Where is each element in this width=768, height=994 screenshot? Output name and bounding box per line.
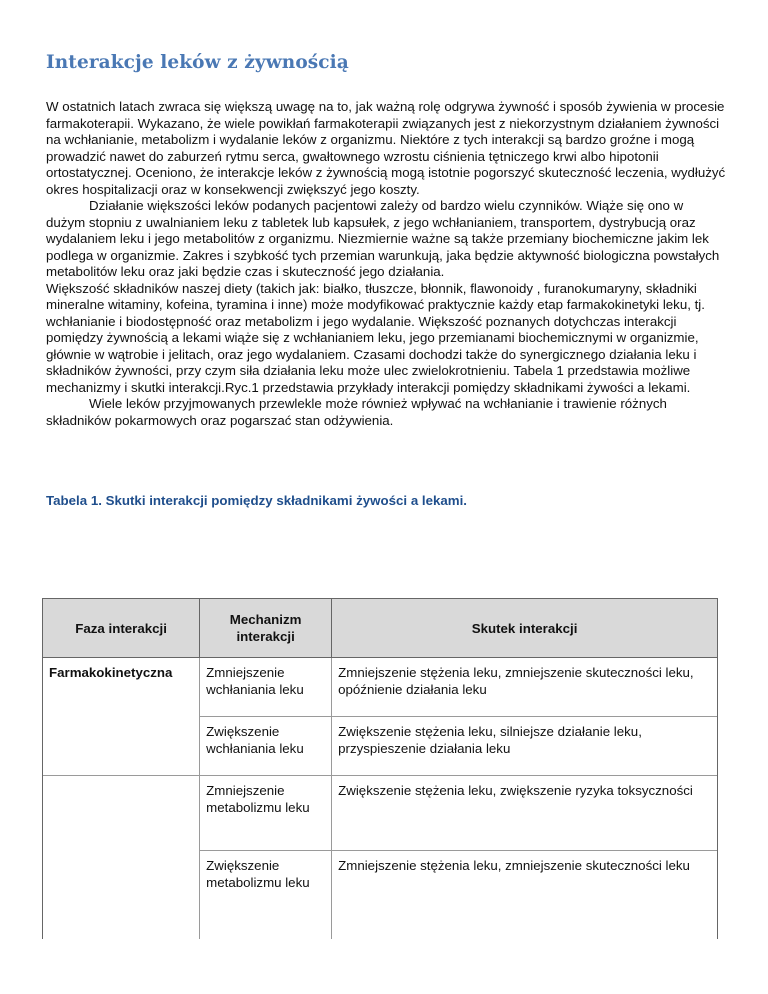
table-header-row [43,599,718,658]
cell-effect: Zmniejszenie stężenia leku, zmniejszenie skuteczności leku [332,851,718,940]
table-caption: Tabela 1. Skutki interakcji pomiędzy składnikami żywości a lekami. [46,493,468,508]
cell-effect: Zwiększenie stężenia leku, zwiększenie ryzyka toksyczności [332,776,718,851]
cell-phase [43,717,200,776]
header-effect: Skutek interakcji [332,599,718,658]
cell-mechanism: Zmniejszenie wchłaniania leku [200,658,332,717]
cell-mechanism: Zwiększenie metabolizmu leku [200,851,332,940]
table-row [43,776,718,851]
cell-phase: Farmakokinetyczna [43,658,200,717]
interactions-table [42,598,718,939]
cell-phase [43,851,200,940]
cell-phase [43,776,200,851]
cell-effect: Zwiększenie stężenia leku, silniejsze działanie leku, przyspieszenie działania leku [332,717,718,776]
table-row [43,658,718,717]
document-page [46,52,726,528]
paragraph-2: Działanie większości leków podanych pacjentowi zależy od bardzo wielu czynników. Wiąże się ono w dużym stopniu z uwalnianiem leku z tabletek lub kapsułek, z jego wchłanianiem, transportem, dystrybucją oraz wydalaniem leku i jego metabolitów z organizmu. Niezmiernie ważne są także przemiany biochemiczne jakim lek podlega w organizmie. Zakres i szybkość tych przemian warunkują, jaka będzie aktywność biologiczna powstałych metabolitów leku oraz jaki będzie czas i skuteczność jego działania. [46,198,720,279]
paragraph-3: Większość składników naszej diety (takich jak: białko, tłuszcze, błonnik, flawonoidy , furanokumaryny, składniki mineralne witaminy, kofeina, tyramina i inne) może modyfikować praktycznie każdy etap farmakokinetyki leku, tj. wchłanianie i biodostępność oraz metabolizm i jego wydalanie. Większość poznanych dotychczas interakcji pomiędzy żywnością a lekami wiąże się z wchłanianiem leku, jego przemianami biochemicznymi w organizmie, głównie w wątrobie i jelitach, oraz jego wydalaniem. Czasami dochodzi także do synergicznego działania leku i składników żywności, przy czym siła działania leku może ulec zwielokrotnieniu. Tabela 1 przedstawia możliwe mechanizmy i skutki interakcji.Ryc.1 przedstawia przykłady interakcji pomiędzy składnikami żywości a lekami. [46,280,705,395]
paragraph-4: Wiele leków przyjmowanych przewlekle może również wpływać na wchłanianie i trawienie różnych składników pokarmowych oraz pogarszać stan odżywienia. [46,396,667,428]
document-title: Interakcje leków z żywnością [46,52,349,73]
cell-mechanism: Zmniejszenie metabolizmu leku [200,776,332,851]
table-row [43,717,718,776]
cell-mechanism: Zwiększenie wchłaniania leku [200,717,332,776]
cell-effect: Zmniejszenie stężenia leku, zmniejszenie skuteczności leku, opóźnienie działania leku [332,658,718,717]
header-phase: Faza interakcji [43,599,200,658]
table-row [43,851,718,940]
paragraph-1: W ostatnich latach zwraca się większą uwagę na to, jak ważną rolę odgrywa żywność i sposób żywienia w procesie farmakoterapii. Wykazano, że wiele powikłań farmakoterapii związanych jest z niekorzystnym działaniem żywności na wchłanianie, metabolizm i wydalanie leków z organizmu. Niektóre z tych interakcji są bardzo groźne i mogą prowadzić nawet do zaburzeń rytmu serca, gwałtownego wzrostu ciśnienia tętniczego krwi albo hipotonii ortostatycznej. Oceniono, że interakcje leków z żywnością mogą istotnie pogorszyć skuteczność leczenia, wydłużyć okres hospitalizacji oraz w konsekwencji zwiększyć jego koszty. [46,99,726,197]
header-mechanism: Mechanizm interakcji [200,599,332,658]
